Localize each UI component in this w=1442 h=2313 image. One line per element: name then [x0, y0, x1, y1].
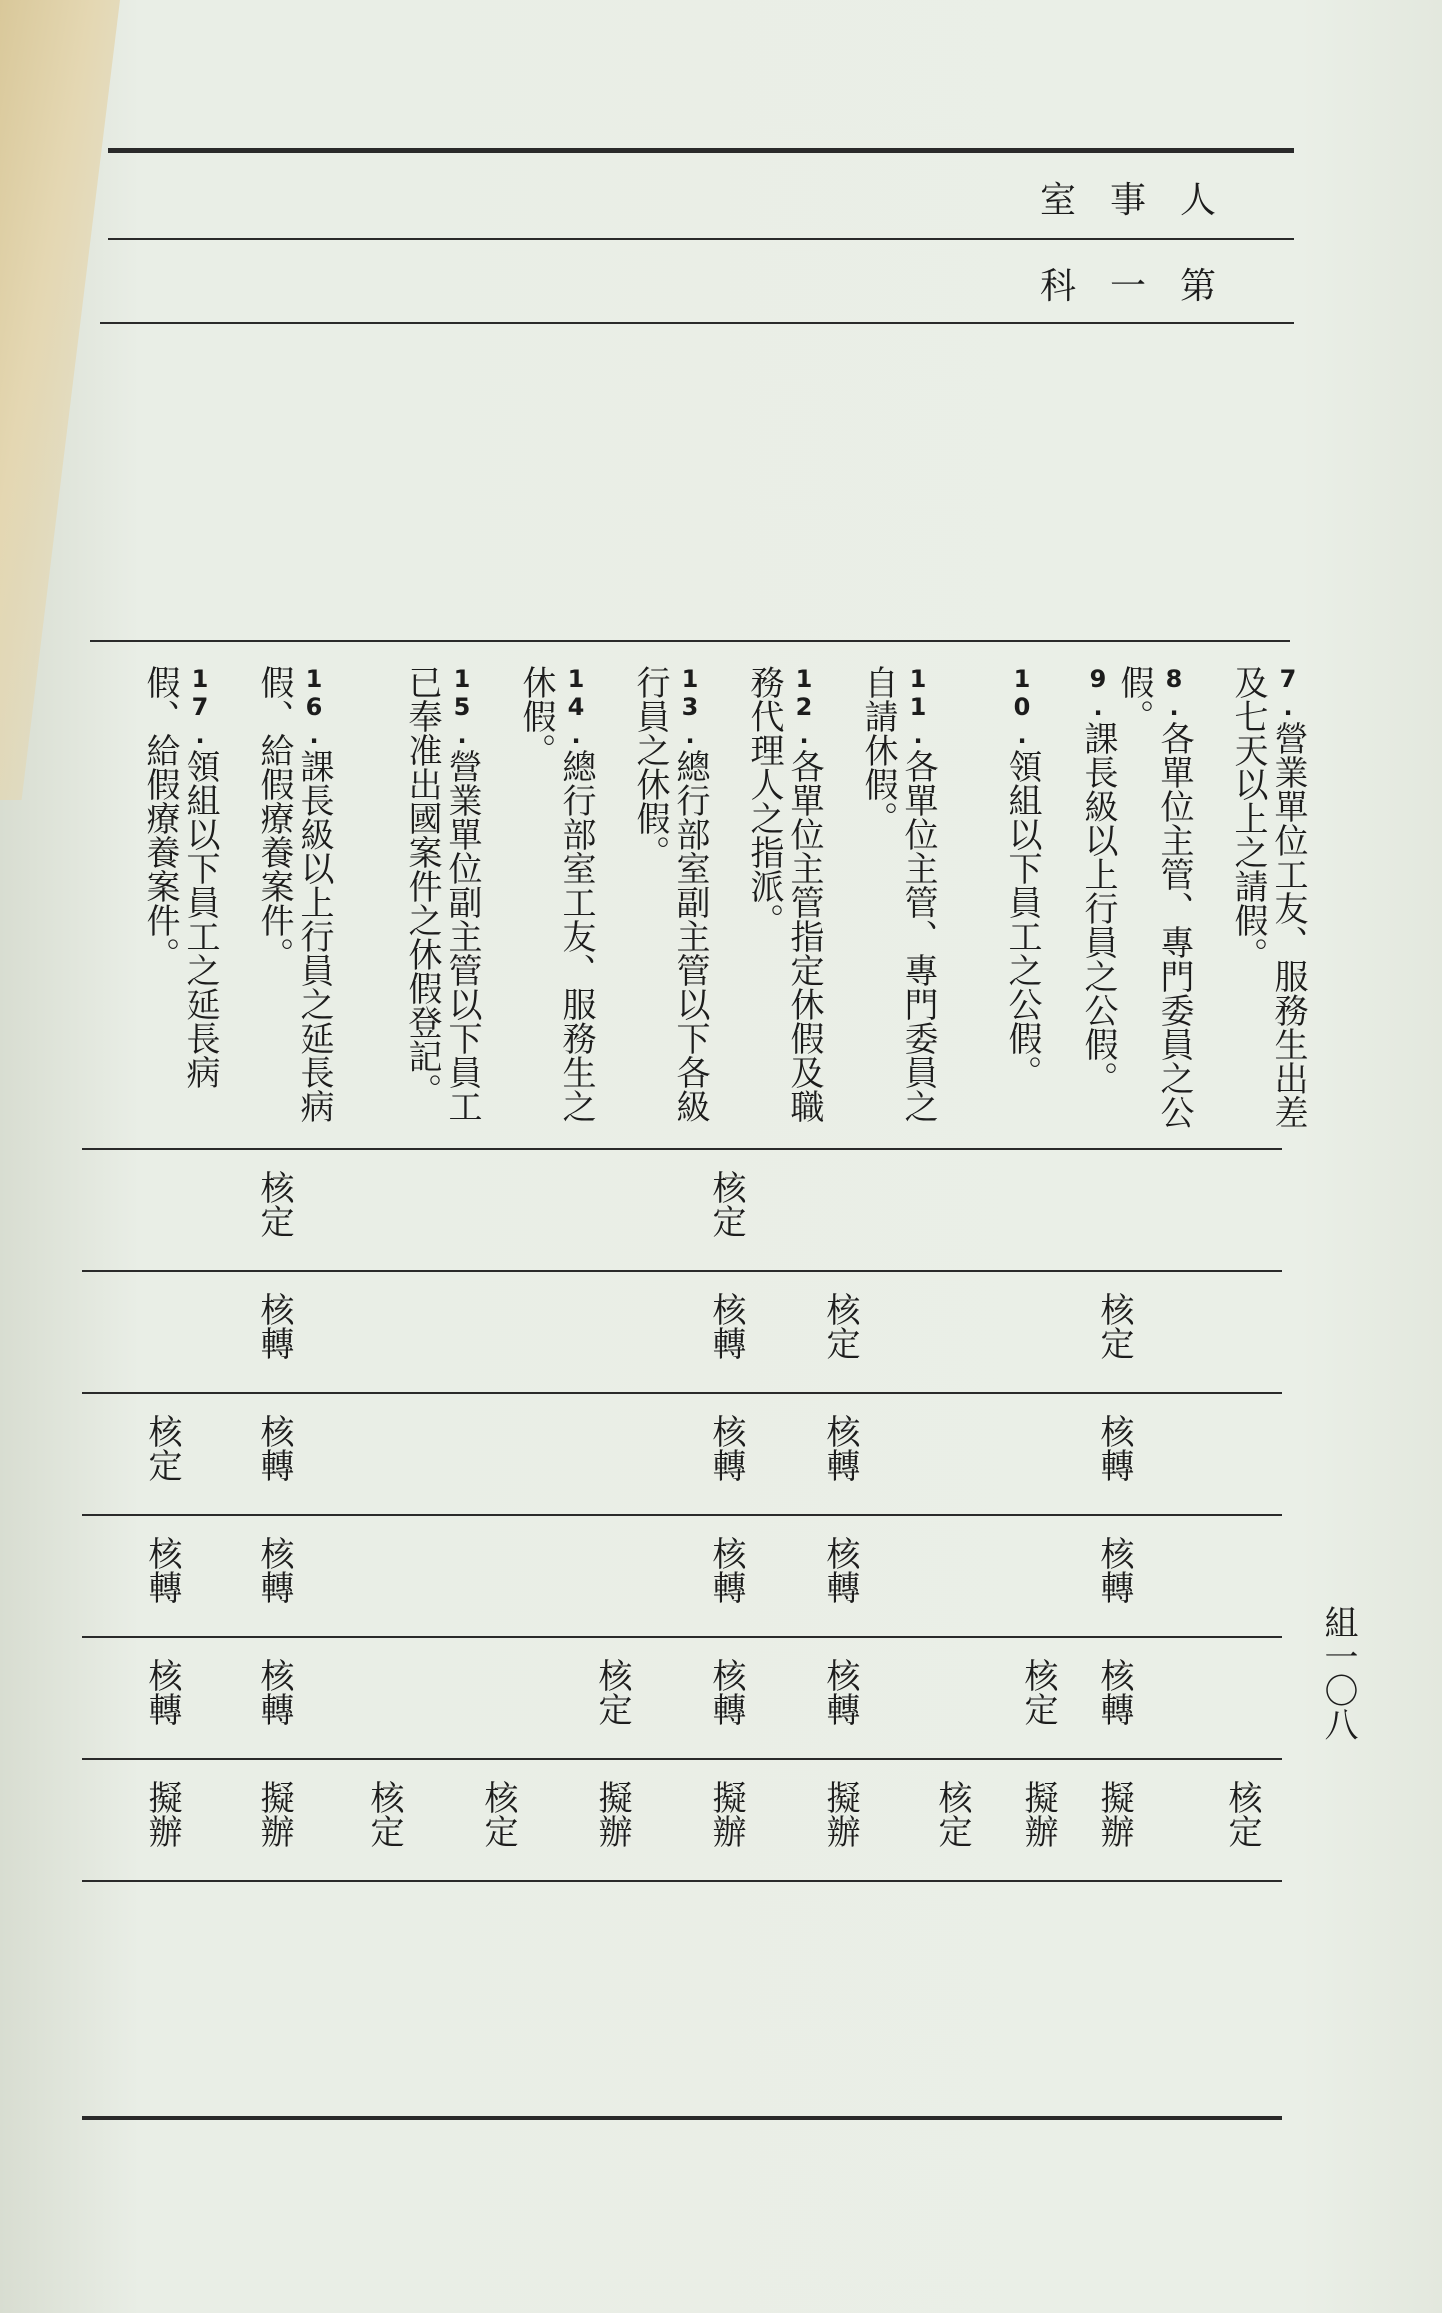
row-divider-2	[82, 1270, 1282, 1272]
item-number: 16.	[300, 665, 328, 749]
action-cell: 核定	[932, 1780, 972, 1848]
action-cell: 核轉	[820, 1658, 860, 1726]
section-title: 第一科	[1040, 266, 1251, 307]
item-text: 課長級以上行員之公假。	[1078, 721, 1118, 1095]
item-7	[1212, 665, 1308, 1145]
action-cell: 核定	[706, 1170, 746, 1238]
action-cell: 核定	[254, 1170, 294, 1238]
action-cell: 核定	[142, 1414, 182, 1482]
item-text: 領組以下員工之公假。	[1002, 749, 1042, 1089]
action-cell: 核轉	[254, 1414, 294, 1482]
item-number: 14.	[562, 665, 590, 749]
bottom-rule	[82, 2116, 1282, 2120]
item-10	[946, 665, 1042, 1145]
table-top-rule	[90, 640, 1290, 642]
item-number: 9.	[1084, 665, 1112, 721]
row-divider-7	[82, 1880, 1282, 1882]
page-edge-shadow	[0, 0, 120, 800]
top-rule	[108, 148, 1294, 153]
item-12	[728, 665, 824, 1145]
item-number: 11.	[904, 665, 932, 749]
item-number: 8.	[1160, 665, 1188, 721]
item-text: 總行部室工友、服務生之休假。	[516, 665, 596, 1123]
item-text: 營業單位副主管以下員工已奉准出國案件之休假登記。	[402, 665, 482, 1123]
office-title: 人事室	[1040, 180, 1251, 221]
action-cell: 核轉	[142, 1536, 182, 1604]
action-cell: 核轉	[820, 1536, 860, 1604]
action-cell: 擬辦	[142, 1780, 182, 1848]
row-divider-4	[82, 1514, 1282, 1516]
action-cell: 核定	[364, 1780, 404, 1848]
item-number: 7.	[1274, 665, 1302, 721]
row-divider-6	[82, 1758, 1282, 1760]
item-text: 各單位主管指定休假及職務代理人之指派。	[744, 665, 824, 1123]
action-cell: 核轉	[706, 1658, 746, 1726]
action-cell: 核轉	[706, 1536, 746, 1604]
action-cell: 擬辦	[1094, 1780, 1134, 1848]
item-text: 總行部室副主管以下各級行員之休假。	[630, 665, 710, 1123]
item-text: 各單位主管、專門委員之公假。	[1114, 665, 1194, 1129]
item-15	[386, 665, 482, 1145]
action-cell: 核定	[1222, 1780, 1262, 1848]
action-cell: 核轉	[1094, 1536, 1134, 1604]
action-cell: 核轉	[1094, 1658, 1134, 1726]
item-17	[124, 665, 220, 1145]
item-text: 領組以下員工之延長病假、給假療養案件。	[140, 665, 220, 1089]
item-13	[614, 665, 710, 1145]
action-cell: 核轉	[706, 1414, 746, 1482]
action-cell: 核轉	[254, 1658, 294, 1726]
item-number: 10.	[1008, 665, 1036, 749]
action-cell: 核轉	[142, 1658, 182, 1726]
action-cell: 核定	[1018, 1658, 1058, 1726]
action-cell: 核定	[592, 1658, 632, 1726]
action-cell: 擬辦	[1018, 1780, 1058, 1848]
item-14	[500, 665, 596, 1145]
action-cell: 核轉	[254, 1536, 294, 1604]
action-cell: 擬辦	[254, 1780, 294, 1848]
action-cell: 核轉	[706, 1292, 746, 1360]
item-11	[842, 665, 938, 1145]
action-cell: 擬辦	[820, 1780, 860, 1848]
item-16	[238, 665, 334, 1145]
item-number: 12.	[790, 665, 818, 749]
action-cell: 核轉	[820, 1414, 860, 1482]
action-cell: 核定	[820, 1292, 860, 1360]
item-number: 17.	[186, 665, 214, 749]
item-text: 課長級以上行員之延長病假、給假療養案件。	[254, 665, 334, 1123]
action-cell: 擬辦	[592, 1780, 632, 1848]
action-cell: 核定	[1094, 1292, 1134, 1360]
row-divider-5	[82, 1636, 1282, 1638]
item-number: 13.	[676, 665, 704, 749]
action-cell: 核轉	[254, 1292, 294, 1360]
action-cell: 核定	[478, 1780, 518, 1848]
item-text: 營業單位工友、服務生出差及七天以上之請假。	[1228, 665, 1308, 1129]
page-number: 組一〇八	[1318, 1605, 1358, 1741]
action-cell: 核轉	[1094, 1414, 1134, 1482]
row-divider-1	[82, 1148, 1282, 1150]
action-cell: 擬辦	[706, 1780, 746, 1848]
header-divider	[108, 238, 1294, 240]
item-text: 各單位主管、專門委員之自請休假。	[858, 665, 938, 1123]
item-number: 15.	[448, 665, 476, 749]
header-bottom-rule	[100, 322, 1294, 324]
row-divider-3	[82, 1392, 1282, 1394]
